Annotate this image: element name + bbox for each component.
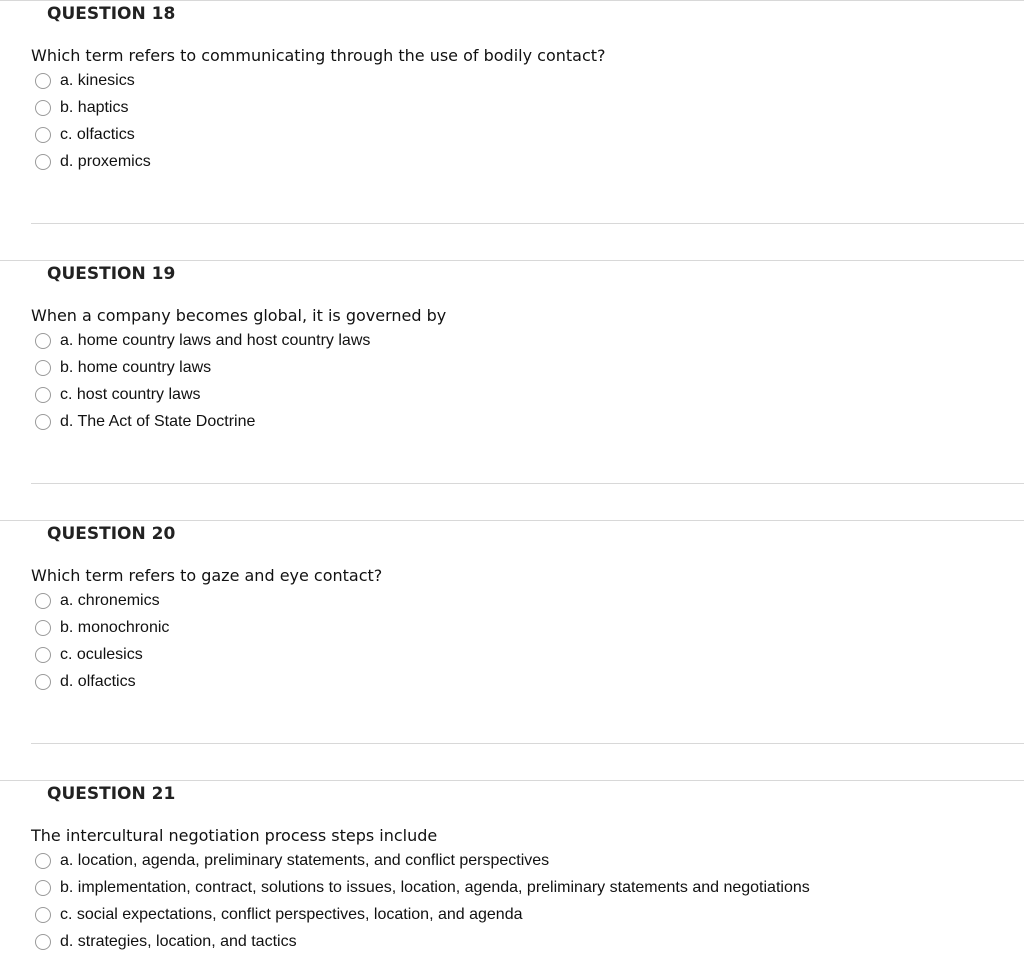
question-divider-bottom [31,483,1024,484]
radio-button[interactable] [35,934,51,950]
answer-label[interactable]: c. social expectations, conflict perspectives, location, and agenda [60,906,523,923]
radio-button[interactable] [35,853,51,869]
question-divider-top [0,520,1024,521]
radio-button[interactable] [35,333,51,349]
answer-options [0,589,1024,697]
radio-button[interactable] [35,360,51,376]
answer-option-d[interactable] [0,930,1024,957]
question-text: Which term refers to gaze and eye contact? [31,566,383,585]
question-text: Which term refers to communicating through the use of bodily contact? [31,46,606,65]
radio-button[interactable] [35,674,51,690]
answer-label[interactable]: a. home country laws and host country laws [60,332,371,349]
radio-button[interactable] [35,127,51,143]
answer-option-a[interactable] [0,69,1024,96]
radio-button[interactable] [35,387,51,403]
radio-button[interactable] [35,73,51,89]
answer-label[interactable]: d. The Act of State Doctrine [60,413,256,430]
answer-label[interactable]: d. proxemics [60,153,151,170]
answer-option-b[interactable] [0,616,1024,643]
question-divider-bottom [31,743,1024,744]
answer-label[interactable]: a. chronemics [60,592,160,609]
radio-button[interactable] [35,647,51,663]
question-20 [0,520,1024,780]
answer-label[interactable]: d. olfactics [60,673,136,690]
answer-options [0,329,1024,437]
radio-button[interactable] [35,154,51,170]
answer-option-d[interactable] [0,670,1024,697]
answer-label[interactable]: c. oculesics [60,646,143,663]
answer-label[interactable]: d. strategies, location, and tactics [60,933,297,950]
answer-option-b[interactable] [0,96,1024,123]
answer-option-d[interactable] [0,410,1024,437]
question-text: The intercultural negotiation process steps include [31,826,438,845]
radio-button[interactable] [35,414,51,430]
answer-option-d[interactable] [0,150,1024,177]
question-heading: QUESTION 20 [47,524,176,544]
answer-option-c[interactable] [0,383,1024,410]
question-text: When a company becomes global, it is governed by [31,306,447,325]
answer-options [0,69,1024,177]
question-heading: QUESTION 19 [47,264,176,284]
answer-label[interactable]: c. host country laws [60,386,201,403]
question-heading: QUESTION 18 [47,4,176,24]
answer-options [0,849,1024,957]
answer-option-a[interactable] [0,589,1024,616]
answer-label[interactable]: a. location, agenda, preliminary statements, and conflict perspectives [60,852,550,869]
answer-option-a[interactable] [0,849,1024,876]
radio-button[interactable] [35,880,51,896]
answer-option-c[interactable] [0,123,1024,150]
question-divider-top [0,260,1024,261]
answer-option-b[interactable] [0,876,1024,903]
question-21 [0,780,1024,959]
answer-option-c[interactable] [0,903,1024,930]
radio-button[interactable] [35,620,51,636]
answer-option-b[interactable] [0,356,1024,383]
radio-button[interactable] [35,907,51,923]
radio-button[interactable] [35,593,51,609]
answer-option-c[interactable] [0,643,1024,670]
question-divider-top [0,780,1024,781]
answer-option-a[interactable] [0,329,1024,356]
answer-label[interactable]: b. monochronic [60,619,170,636]
answer-label[interactable]: b. haptics [60,99,129,116]
radio-button[interactable] [35,100,51,116]
question-18 [0,0,1024,260]
answer-label[interactable]: b. implementation, contract, solutions to issues, location, agenda, preliminary statements and negotiations [60,879,810,896]
answer-label[interactable]: b. home country laws [60,359,212,376]
answer-label[interactable]: c. olfactics [60,126,135,143]
question-divider-top [0,0,1024,1]
question-heading: QUESTION 21 [47,784,176,804]
question-divider-bottom [31,223,1024,224]
answer-label[interactable]: a. kinesics [60,72,135,89]
question-19 [0,260,1024,520]
